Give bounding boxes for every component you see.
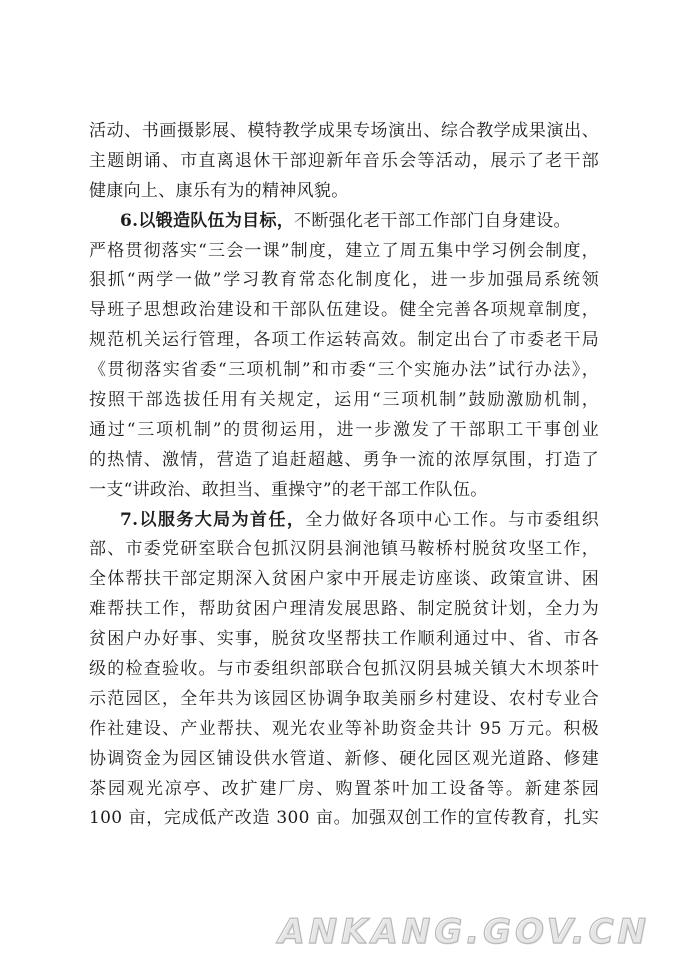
text-line: [89, 147, 599, 177]
text-line: [89, 266, 599, 296]
text-line: [89, 326, 599, 356]
text-line: [89, 506, 599, 536]
text-line: [89, 237, 599, 267]
line-text: 严格贯彻落实“三会一课”制度，建立了周五集中学习例会制度，: [89, 240, 599, 261]
line-text: 导班子思想政治建设和干部队伍建设。健全完善各项规章制度，: [89, 300, 599, 321]
section-heading: 7.以服务大局为首任，: [120, 509, 306, 530]
line-text: 健康向上、康乐有为的精神风貌。: [89, 180, 349, 201]
line-text: 主题朗诵、市直离退休干部迎新年音乐会等活动，展示了老干部: [89, 150, 599, 171]
line-text: 一支“讲政治、敢担当、重操守”的老干部工作队伍。: [89, 479, 488, 500]
text-line: [89, 296, 599, 326]
text-line: [89, 356, 599, 386]
text-line: [89, 685, 599, 715]
text-line: [89, 655, 599, 685]
text-line: [89, 177, 599, 207]
line-text: 《贯彻落实省委“三项机制”和市委“三个实施办法”试行办法》，: [89, 360, 599, 381]
line-text: 示范园区，全年共为该园区协调争取美丽乡村建设、农村专业合: [89, 688, 599, 709]
section-heading: 6.以锻造队伍为目标，: [120, 210, 295, 231]
text-line: [89, 804, 599, 834]
line-text: 全体帮扶干部定期深入贫困户家中开展走访座谈、政策宣讲、困: [89, 569, 599, 590]
line-text: 作社建设、产业帮扶、观光农业等补助资金共计 95 万元。积极: [89, 718, 599, 739]
line-text: 级的检查验收。与市委组织部联合包抓汉阴县城关镇大木坝茶叶: [89, 659, 599, 680]
text-line: [89, 476, 599, 506]
text-line: [89, 446, 599, 476]
line-text: 活动、书画摄影展、模特教学成果专场演出、综合教学成果演出、: [89, 121, 599, 141]
line-text: 规范机关运行管理，各项工作运转高效。制定出台了市委老干局: [89, 330, 599, 351]
line-text: 部、市委党研室联合包抓汉阴县涧池镇马鞍桥村脱贫攻坚工作，: [89, 539, 599, 560]
line-text: 按照干部选拔任用有关规定，运用“三项机制”鼓励激励机制，: [89, 390, 599, 411]
line-text: 茶园观光凉亭、改扩建厂房、购置茶叶加工设备等。新建茶园: [89, 778, 599, 799]
text-line: [89, 386, 599, 416]
line-text: 不断强化老干部工作部门自身建设。: [294, 210, 571, 231]
line-text: 100 亩，完成低产改造 300 亩。加强双创工作的宣传教育，扎实: [89, 808, 599, 829]
text-line: [89, 416, 599, 446]
text-line: [89, 207, 599, 237]
text-line: [89, 117, 599, 147]
text-line: [89, 595, 599, 625]
text-line: [89, 625, 599, 655]
text-line: [89, 565, 599, 595]
document-body: [89, 117, 599, 834]
site-watermark: ANKANG.GOV.CN: [278, 912, 650, 952]
line-text: 的热情、激情，营造了追赶超越、勇争一流的浓厚氛围，打造了: [89, 449, 599, 470]
text-line: [89, 715, 599, 745]
line-text: 协调资金为园区铺设供水管道、新修、硬化园区观光道路、修建: [89, 748, 599, 769]
text-line: [89, 745, 599, 775]
text-line: [89, 775, 599, 805]
line-text: 狠抓“两学一做”学习教育常态化制度化，进一步加强局系统领: [89, 270, 599, 291]
line-text: 全力做好各项中心工作。与市委组织: [305, 509, 599, 530]
text-line: [89, 535, 599, 565]
line-text: 通过“三项机制”的贯彻运用，进一步激发了干部职工干事创业: [89, 419, 599, 440]
line-text: 贫困户办好事、实事，脱贫攻坚帮扶工作顺利通过中、省、市各: [89, 629, 599, 650]
line-text: 难帮扶工作，帮助贫困户理清发展思路、制定脱贫计划，全力为: [89, 599, 599, 620]
